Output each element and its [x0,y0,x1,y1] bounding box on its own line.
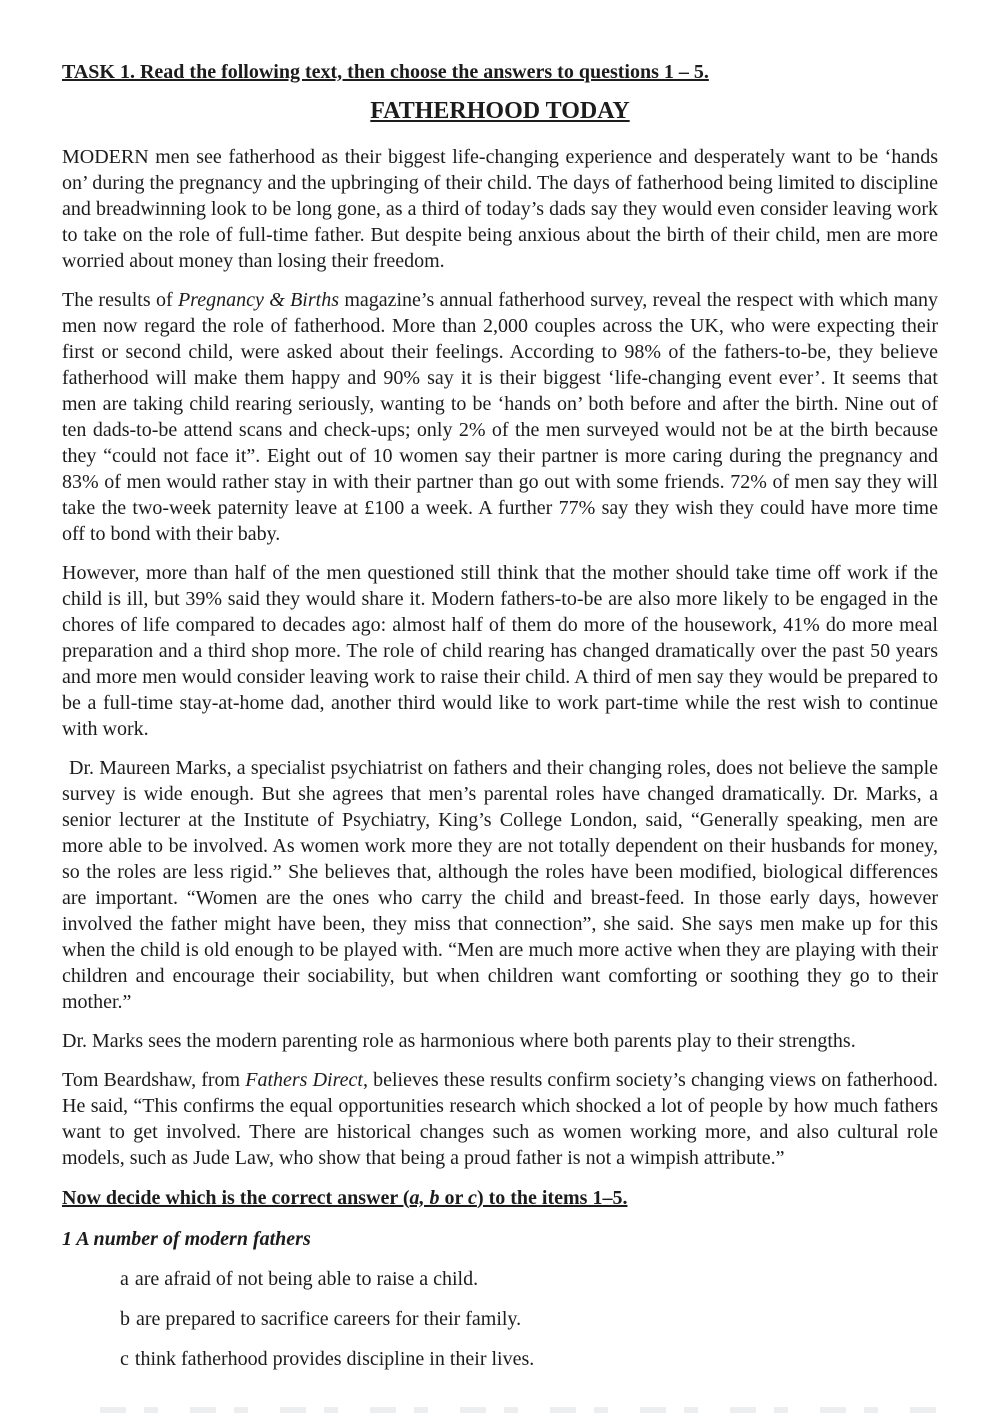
task-heading: TASK 1. Read the following text, then choose the answers to questions 1 – 5. [62,61,709,83]
option-b-text: are prepared to sacrifice careers for their family. [136,1308,522,1330]
paragraph-dr-marks: Dr. Maureen Marks, a specialist psychiatrist on fathers and their changing roles, does not believe the sample survey is wide enough. But she agrees that men’s parental roles have changed dramatically. Dr. Marks, a senior lecturer at the Institute of Psychiatry, King’s College London, said, “Generally speaking, men are more able to be involved. As women work more they are not totally dependent on their husbands for money, so the roles are less rigid.” She believes that, although the roles have been modified, biological differences are important. “Women are the ones who carry the child and breast-feed. In those early days, however involved the father might have been, they miss that connection”, she said. She says men make up for this when the child is old enough to be played with. “Men are much more active when they are playing with their children and encourage their sociability, but when children want comforting or soothing they go to their mother.” [62,757,938,1013]
paragraph-survey-results: The results of Pregnancy & Births magazine’s annual fatherhood survey, reveal the respect with which many men now regard the role of fatherhood. More than 2,000 couples across the UK, who were expecting their first or second child, were asked about their feelings. According to 98% of the fathers-to-be, they believe fatherhood will make them happy and 90% say it is their biggest ‘life-changing event ever’. It seems that men are taking child rearing seriously, wanting to be ‘hands on’ both before and after the birth. Nine out of ten dads-to-be attend scans and check-ups; only 2% of the men surveyed would not be at the birth because they “could not face it”. Eight out of 10 women say their partner is more caring during the pregnancy and 83% of men would rather stay in with their partner than go out with some friends. 72% of men say they will take the two-week paternity leave at £100 a week. A further 77% say they wish they could have more time off to bond with their baby. [62,289,939,545]
question-1-heading: 1 A number of modern fathers [62,1228,311,1250]
next-line-cutoff-remnant [100,1407,940,1413]
paragraph-modern-men: MODERN men see fatherhood as their biggest life-changing experience and desperately want to be ‘hands on’ during the pregnancy and the upbringing of their child. The days of fatherhood being limited to discipline and breadwinning look to be long gone, as a third of today’s dads say they would even consider leaving work to take on the role of full-time father. But despite being anxious about the birth of their child, men are more worried about money than losing their freedom. [62,146,938,272]
option-a-text: are afraid of not being able to raise a child. [134,1268,479,1290]
paragraph-harmonious-role: Dr. Marks sees the modern parenting role as harmonious where both parents play to their strengths. [62,1030,856,1052]
option-c-label: c [120,1348,129,1370]
instruction-heading [62,1185,938,1211]
paragraph-tom-beardshaw: Tom Beardshaw, from Fathers Direct, believes these results confirm society’s changing views on fatherhood. He said, “This confirms the equal opportunities research which shocked a lot of people by how much fathers want to get involved. There are historical changes such as women working more, and also cultural role models, such as Jude Law, who show that being a proud father is not a wimpish attribute.” [62,1069,938,1169]
option-c-text: think fatherhood provides discipline in their lives. [134,1348,535,1370]
article-title [62,96,938,126]
question-1-option-b[interactable] [62,1306,938,1332]
question-1-option-a[interactable] [62,1266,938,1292]
option-a-label: a [120,1268,129,1290]
article-title-text: FATHERHOOD TODAY [370,98,630,124]
instruction-heading-text: Now decide which is the correct answer (a, b or c) to the items 1–5. [62,1187,628,1209]
option-b-label: b [120,1308,130,1330]
question-1-option-c[interactable] [62,1346,938,1372]
paragraph-however-chores: However, more than half of the men questioned still think that the mother should take time off work if the child is ill, but 39% said they would share it. Modern fathers-to-be are also more likely to be engaged in the chores of life compared to decades ago: almost half of them do more of the housework, 41% do more meal preparation and a third shop more. The role of child rearing has changed dramatically over the past 50 years and more men would consider leaving work to raise their child. A third of men say they would be prepared to be a full-time stay-at-home dad, another third would like to work part-time while the rest wish to continue with work. [62,562,938,740]
